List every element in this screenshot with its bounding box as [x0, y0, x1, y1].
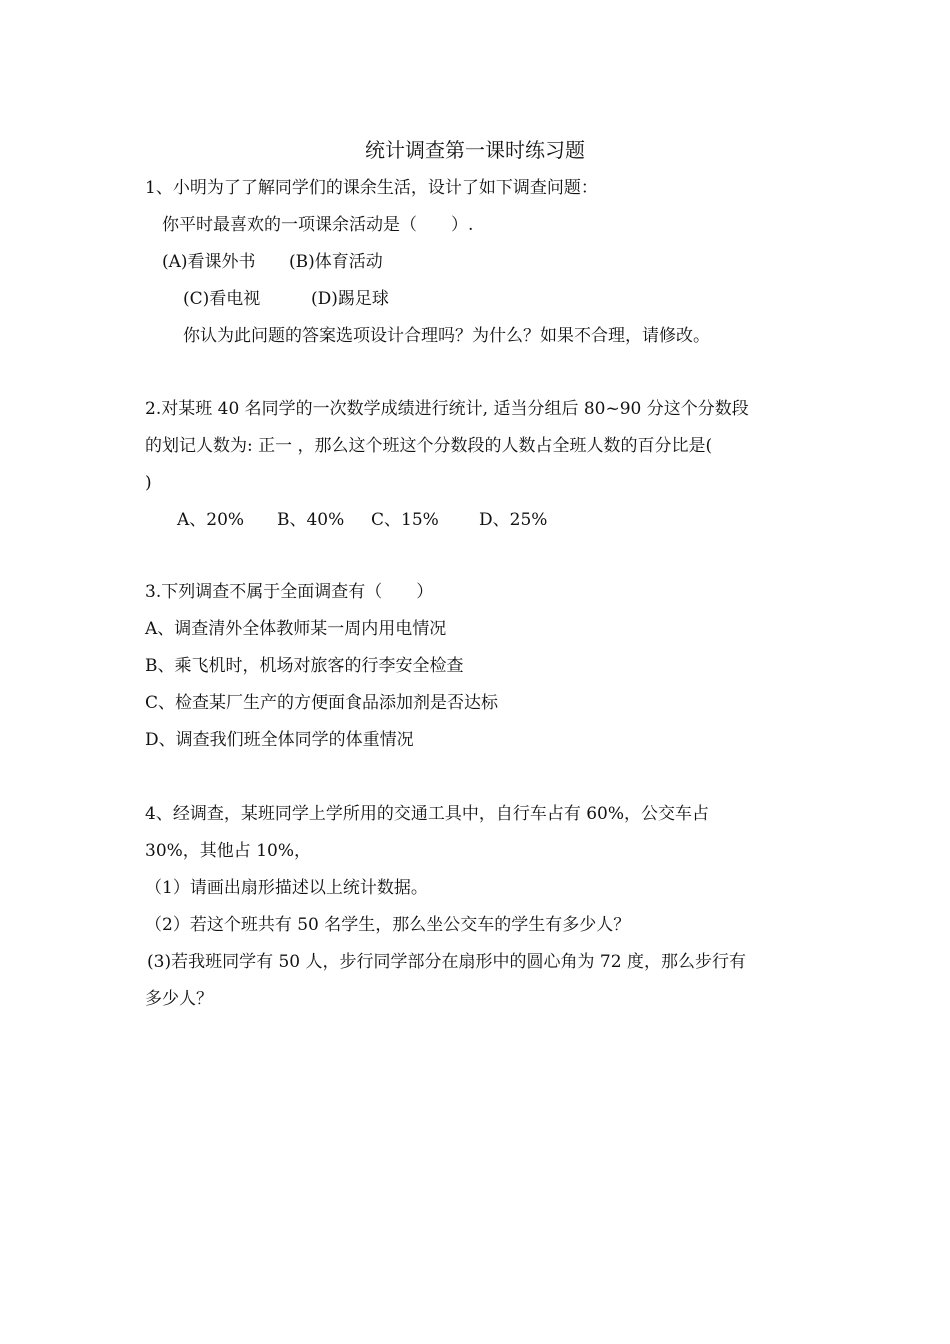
q2-option-c: C、15%	[371, 510, 439, 530]
q4-stem-line2: 30%，其他占 10%，	[145, 841, 311, 861]
q1-stem: 1、小明为了了解同学们的课余生活，设计了如下调查问题：	[145, 178, 598, 198]
q4-sub1: （1）请画出扇形描述以上统计数据。	[145, 878, 428, 898]
q1-followup: 你认为此问题的答案选项设计合理吗？为什么？如果不合理，请修改。	[183, 326, 710, 346]
q3-option-a: A、调查清外全体教师某一周内用电情况	[145, 619, 447, 639]
q1-question: 你平时最喜欢的一项课余活动是（ ）.	[162, 215, 474, 235]
document-title: 统计调查第一课时练习题	[365, 138, 585, 162]
q2-option-a: A、20%	[177, 510, 245, 530]
q3-option-b: B、乘飞机时，机场对旅客的行李安全检查	[145, 656, 464, 676]
q4-sub2: （2）若这个班共有 50 名学生，那么坐公交车的学生有多少人？	[145, 915, 631, 935]
q1-option-c: (C)看电视	[183, 289, 261, 309]
q2-option-b: B、40%	[277, 510, 345, 530]
q2-option-d: D、25%	[479, 510, 548, 530]
q3-option-c: C、检查某厂生产的方便面食品添加剂是否达标	[145, 693, 499, 713]
q1-option-a: (A)看课外书	[162, 252, 256, 272]
q3-option-d: D、调查我们班全体同学的体重情况	[145, 730, 414, 750]
q4-stem-line1: 4、经调查，某班同学上学所用的交通工具中，自行车占有 60%，公交车占	[145, 804, 710, 824]
q3-stem: 3.下列调查不属于全面调查有（ ）	[145, 582, 434, 602]
q2-stem-line3: )	[145, 473, 152, 493]
q2-stem-line2: 的划记人数为: 正一 ，那么这个班这个分数段的人数占全班人数的百分比是(	[145, 436, 713, 456]
q1-option-d: (D)踢足球	[311, 289, 389, 309]
q4-sub3-line1: (3)若我班同学有 50 人，步行同学部分在扇形中的圆心角为 72 度，那么步行有	[147, 952, 746, 972]
q1-option-b: (B)体育活动	[289, 252, 383, 272]
q4-sub3-line2: 多少人？	[145, 989, 213, 1009]
q2-stem-line1: 2.对某班 40 名同学的一次数学成绩进行统计, 适当分组后 80~90 分这个分数段	[145, 399, 749, 419]
